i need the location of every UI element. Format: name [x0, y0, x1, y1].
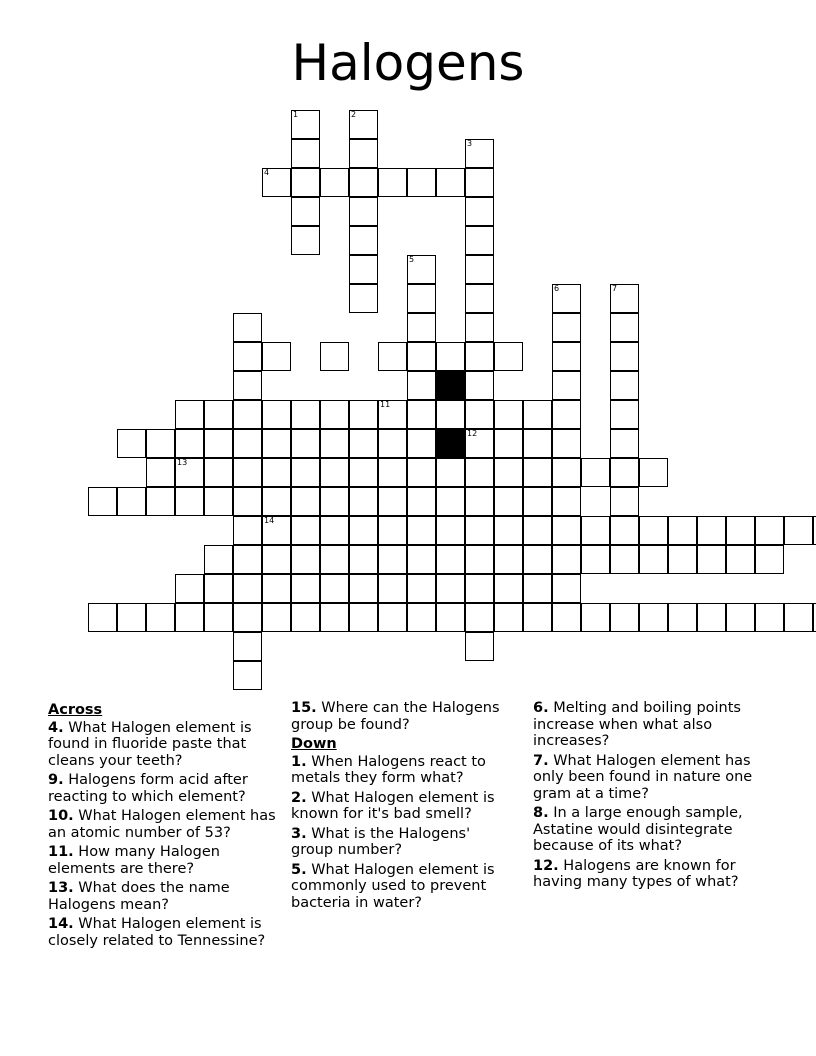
- grid-cell[interactable]: [784, 516, 813, 545]
- grid-cell[interactable]: [320, 545, 349, 574]
- grid-cell[interactable]: [581, 603, 610, 632]
- clue-number: 13: [177, 458, 188, 467]
- grid-cell[interactable]: [639, 545, 668, 574]
- grid-cell[interactable]: [552, 574, 581, 603]
- grid-cell[interactable]: [88, 603, 117, 632]
- grid-cell[interactable]: [175, 574, 204, 603]
- grid-cell[interactable]: [436, 400, 465, 429]
- grid-cell[interactable]: [233, 603, 262, 632]
- grid-cell[interactable]: [175, 429, 204, 458]
- grid-cell[interactable]: [291, 226, 320, 255]
- grid-cell[interactable]: [88, 487, 117, 516]
- grid-cell[interactable]: [465, 632, 494, 661]
- grid-cell[interactable]: [697, 545, 726, 574]
- grid-cell[interactable]: [349, 429, 378, 458]
- clue-down-7: 7. What Halogen element has only been found in nature one gram at a time?: [533, 752, 753, 802]
- grid-cell[interactable]: [291, 139, 320, 168]
- grid-cell[interactable]: [407, 284, 436, 313]
- clue-across-13: 13. What does the name Halogens mean?: [48, 880, 230, 913]
- grid-cell[interactable]: [436, 342, 465, 371]
- grid-cell[interactable]: [378, 574, 407, 603]
- grid-cell[interactable]: [755, 516, 784, 545]
- grid-cell[interactable]: [523, 400, 552, 429]
- grid-cell[interactable]: [349, 197, 378, 226]
- clues-column-1: [48, 700, 280, 952]
- grid-cell[interactable]: [204, 487, 233, 516]
- clue-number: 4: [264, 168, 270, 177]
- grid-cell[interactable]: [465, 313, 494, 342]
- across-heading: Across: [48, 702, 103, 718]
- grid-cell[interactable]: [755, 603, 784, 632]
- grid-cell[interactable]: [378, 516, 407, 545]
- grid-cell[interactable]: [291, 545, 320, 574]
- grid-cell[interactable]: [262, 574, 291, 603]
- grid-cell[interactable]: [465, 516, 494, 545]
- grid-cell[interactable]: [581, 516, 610, 545]
- grid-cell[interactable]: [378, 545, 407, 574]
- grid-cell[interactable]: [320, 516, 349, 545]
- grid-cell[interactable]: [523, 603, 552, 632]
- grid-cell[interactable]: [233, 458, 262, 487]
- grid-cell[interactable]: [494, 516, 523, 545]
- grid-cell[interactable]: [610, 516, 639, 545]
- grid-cell[interactable]: [668, 545, 697, 574]
- grid-cell[interactable]: [320, 574, 349, 603]
- clue-number: 2: [351, 110, 357, 119]
- grid-cell[interactable]: [349, 284, 378, 313]
- grid-cell[interactable]: [291, 400, 320, 429]
- grid-cell[interactable]: [552, 545, 581, 574]
- grid-cell[interactable]: [233, 342, 262, 371]
- grid-cell[interactable]: [349, 139, 378, 168]
- grid-cell[interactable]: [349, 458, 378, 487]
- grid-cell[interactable]: [552, 429, 581, 458]
- grid-cell[interactable]: [349, 516, 378, 545]
- grid-cell[interactable]: [523, 429, 552, 458]
- grid-cell[interactable]: [233, 516, 262, 545]
- grid-cell[interactable]: [233, 574, 262, 603]
- clues-column-3: [533, 700, 763, 894]
- clue-down-3: 3. What is the Halogens' group number?: [291, 825, 471, 858]
- grid-cell[interactable]: [175, 458, 204, 487]
- grid-cell[interactable]: [407, 371, 436, 400]
- grid-cell[interactable]: [262, 603, 291, 632]
- clue-number: 6: [554, 284, 560, 293]
- grid-cell[interactable]: [262, 400, 291, 429]
- grid-cell[interactable]: [465, 197, 494, 226]
- grid-cell[interactable]: [726, 603, 755, 632]
- grid-cell[interactable]: [349, 487, 378, 516]
- grid-cell[interactable]: [349, 603, 378, 632]
- grid-cell[interactable]: [639, 458, 668, 487]
- grid-cell[interactable]: [262, 168, 291, 197]
- clue-across-10: 10. What Halogen element has an atomic number of 53?: [48, 808, 276, 841]
- grid-cell[interactable]: [291, 603, 320, 632]
- grid-cell[interactable]: [407, 545, 436, 574]
- grid-cell[interactable]: [610, 458, 639, 487]
- black-square: [436, 371, 465, 400]
- clue-down-12: 12. Halogens are known for having many types of what?: [533, 857, 739, 890]
- grid-cell[interactable]: [349, 255, 378, 284]
- grid-cell[interactable]: [552, 516, 581, 545]
- grid-cell[interactable]: [378, 342, 407, 371]
- grid-cell[interactable]: [523, 545, 552, 574]
- grid-cell[interactable]: [378, 168, 407, 197]
- grid-cell[interactable]: [175, 487, 204, 516]
- grid-cell[interactable]: [320, 603, 349, 632]
- grid-cell[interactable]: [407, 255, 436, 284]
- grid-cell[interactable]: [465, 139, 494, 168]
- grid-cell[interactable]: [552, 342, 581, 371]
- grid-cell[interactable]: [320, 429, 349, 458]
- grid-cell[interactable]: [552, 487, 581, 516]
- grid-cell[interactable]: [233, 429, 262, 458]
- grid-cell[interactable]: [465, 574, 494, 603]
- grid-cell[interactable]: [407, 487, 436, 516]
- grid-cell[interactable]: [320, 400, 349, 429]
- grid-cell[interactable]: [436, 603, 465, 632]
- clue-across-14: 14. What Halogen element is closely related to Tennessine?: [48, 916, 266, 949]
- grid-cell[interactable]: [146, 487, 175, 516]
- clue-across-9: 9. Halogens form acid after reacting to which element?: [48, 772, 248, 805]
- grid-cell[interactable]: [204, 545, 233, 574]
- grid-cell[interactable]: [610, 487, 639, 516]
- clue-number: 5: [409, 255, 415, 264]
- grid-cell[interactable]: [552, 603, 581, 632]
- grid-cell[interactable]: [378, 603, 407, 632]
- grid-cell[interactable]: [320, 342, 349, 371]
- grid-cell[interactable]: [494, 545, 523, 574]
- grid-cell[interactable]: [349, 110, 378, 139]
- puzzle-title: Halogens: [291, 34, 525, 92]
- grid-cell[interactable]: [668, 516, 697, 545]
- clue-across-15: 15. Where can the Halogens group be found?: [291, 700, 500, 733]
- grid-cell[interactable]: [436, 574, 465, 603]
- grid-cell[interactable]: [320, 168, 349, 197]
- grid-cell[interactable]: [465, 284, 494, 313]
- grid-cell[interactable]: [233, 371, 262, 400]
- grid-cell[interactable]: [233, 661, 262, 690]
- clue-across-11: 11. How many Halogen elements are there?: [48, 844, 220, 877]
- grid-cell[interactable]: [407, 458, 436, 487]
- grid-cell[interactable]: [262, 342, 291, 371]
- grid-cell[interactable]: [552, 458, 581, 487]
- grid-cell[interactable]: [465, 255, 494, 284]
- grid-cell[interactable]: [291, 429, 320, 458]
- grid-cell[interactable]: [262, 458, 291, 487]
- grid-cell[interactable]: [204, 603, 233, 632]
- grid-cell[interactable]: [175, 603, 204, 632]
- grid-cell[interactable]: [407, 168, 436, 197]
- grid-cell[interactable]: [262, 516, 291, 545]
- clue-number: 7: [612, 284, 618, 293]
- grid-cell[interactable]: [581, 458, 610, 487]
- grid-cell[interactable]: [349, 574, 378, 603]
- grid-cell[interactable]: [465, 545, 494, 574]
- grid-cell[interactable]: [465, 226, 494, 255]
- grid-cell[interactable]: [436, 545, 465, 574]
- grid-cell[interactable]: [610, 371, 639, 400]
- grid-cell[interactable]: [610, 429, 639, 458]
- grid-cell[interactable]: [523, 487, 552, 516]
- grid-cell[interactable]: [233, 632, 262, 661]
- grid-cell[interactable]: [465, 400, 494, 429]
- clue-number: 11: [380, 400, 391, 409]
- grid-cell[interactable]: [175, 400, 204, 429]
- grid-cell[interactable]: [494, 574, 523, 603]
- down-heading: Down: [291, 736, 337, 752]
- grid-cell[interactable]: [378, 429, 407, 458]
- grid-cell[interactable]: [523, 574, 552, 603]
- grid-cell[interactable]: [610, 284, 639, 313]
- grid-cell[interactable]: [784, 603, 813, 632]
- grid-cell[interactable]: [494, 603, 523, 632]
- grid-cell[interactable]: [726, 516, 755, 545]
- black-square: [436, 429, 465, 458]
- grid-cell[interactable]: [349, 545, 378, 574]
- grid-cell[interactable]: [552, 284, 581, 313]
- grid-cell[interactable]: [552, 313, 581, 342]
- grid-cell[interactable]: [233, 400, 262, 429]
- grid-cell[interactable]: [291, 516, 320, 545]
- grid-cell[interactable]: [465, 458, 494, 487]
- grid-cell[interactable]: [494, 342, 523, 371]
- grid-cell[interactable]: [436, 487, 465, 516]
- grid-cell[interactable]: [146, 429, 175, 458]
- grid-cell[interactable]: [552, 371, 581, 400]
- grid-cell[interactable]: [755, 545, 784, 574]
- clues-column-2: [291, 700, 511, 914]
- grid-cell[interactable]: [291, 110, 320, 139]
- grid-cell[interactable]: [407, 313, 436, 342]
- grid-cell[interactable]: [291, 487, 320, 516]
- grid-cell[interactable]: [407, 516, 436, 545]
- grid-cell[interactable]: [494, 458, 523, 487]
- grid-cell[interactable]: [320, 487, 349, 516]
- grid-cell[interactable]: [349, 400, 378, 429]
- grid-cell[interactable]: [494, 429, 523, 458]
- grid-cell[interactable]: [465, 429, 494, 458]
- grid-cell[interactable]: [610, 603, 639, 632]
- grid-cell[interactable]: [291, 458, 320, 487]
- grid-cell[interactable]: [378, 487, 407, 516]
- clue-number: 3: [467, 139, 473, 148]
- grid-cell[interactable]: [436, 516, 465, 545]
- grid-cell[interactable]: [610, 400, 639, 429]
- grid-cell[interactable]: [610, 313, 639, 342]
- grid-cell[interactable]: [407, 574, 436, 603]
- grid-cell[interactable]: [378, 400, 407, 429]
- grid-cell[interactable]: [349, 168, 378, 197]
- grid-cell[interactable]: [407, 429, 436, 458]
- grid-cell[interactable]: [378, 458, 407, 487]
- grid-cell[interactable]: [465, 371, 494, 400]
- grid-cell[interactable]: [465, 342, 494, 371]
- grid-cell[interactable]: [117, 429, 146, 458]
- grid-cell[interactable]: [639, 603, 668, 632]
- grid-cell[interactable]: [233, 545, 262, 574]
- grid-cell[interactable]: [523, 458, 552, 487]
- grid-cell[interactable]: [262, 545, 291, 574]
- grid-cell[interactable]: [204, 429, 233, 458]
- grid-cell[interactable]: [407, 342, 436, 371]
- grid-cell[interactable]: [291, 574, 320, 603]
- clue-number: 1: [293, 110, 299, 119]
- grid-cell[interactable]: [697, 603, 726, 632]
- grid-cell[interactable]: [610, 342, 639, 371]
- grid-cell[interactable]: [523, 516, 552, 545]
- clue-down-1: 1. When Halogens react to metals they form what?: [291, 753, 486, 786]
- grid-cell[interactable]: [407, 603, 436, 632]
- grid-cell[interactable]: [349, 226, 378, 255]
- grid-cell[interactable]: [552, 400, 581, 429]
- grid-cell[interactable]: [233, 487, 262, 516]
- clue-down-2: 2. What Halogen element is known for it's bad smell?: [291, 789, 495, 822]
- grid-cell[interactable]: [146, 603, 175, 632]
- grid-cell[interactable]: [436, 458, 465, 487]
- grid-cell[interactable]: [465, 487, 494, 516]
- grid-cell[interactable]: [233, 313, 262, 342]
- grid-cell[interactable]: [668, 603, 697, 632]
- clue-down-5: 5. What Halogen element is commonly used to prevent bacteria in water?: [291, 861, 495, 911]
- grid-cell[interactable]: [639, 516, 668, 545]
- grid-cell[interactable]: [407, 400, 436, 429]
- clue-number: 14: [264, 516, 275, 525]
- grid-cell[interactable]: [291, 168, 320, 197]
- clue-down-8: 8. In a large enough sample, Astatine would disintegrate because of its what?: [533, 805, 743, 854]
- grid-cell[interactable]: [581, 545, 610, 574]
- grid-cell[interactable]: [494, 487, 523, 516]
- clue-across-4: 4. What Halogen element is found in fluoride paste that cleans your teeth?: [48, 719, 252, 769]
- grid-cell[interactable]: [117, 603, 146, 632]
- grid-cell[interactable]: [494, 400, 523, 429]
- grid-cell[interactable]: [204, 574, 233, 603]
- grid-cell[interactable]: [726, 545, 755, 574]
- grid-cell[interactable]: [465, 168, 494, 197]
- grid-cell[interactable]: [436, 168, 465, 197]
- grid-cell[interactable]: [262, 429, 291, 458]
- clue-number: 12: [467, 429, 478, 438]
- grid-cell[interactable]: [204, 458, 233, 487]
- grid-cell[interactable]: [146, 458, 175, 487]
- grid-cell[interactable]: [291, 197, 320, 226]
- grid-cell[interactable]: [320, 458, 349, 487]
- grid-cell[interactable]: [204, 400, 233, 429]
- grid-cell[interactable]: [262, 487, 291, 516]
- grid-cell[interactable]: [465, 603, 494, 632]
- clue-down-6: 6. Melting and boiling points increase when what also increases?: [533, 700, 741, 749]
- grid-cell[interactable]: [610, 545, 639, 574]
- grid-cell[interactable]: [117, 487, 146, 516]
- grid-cell[interactable]: [697, 516, 726, 545]
